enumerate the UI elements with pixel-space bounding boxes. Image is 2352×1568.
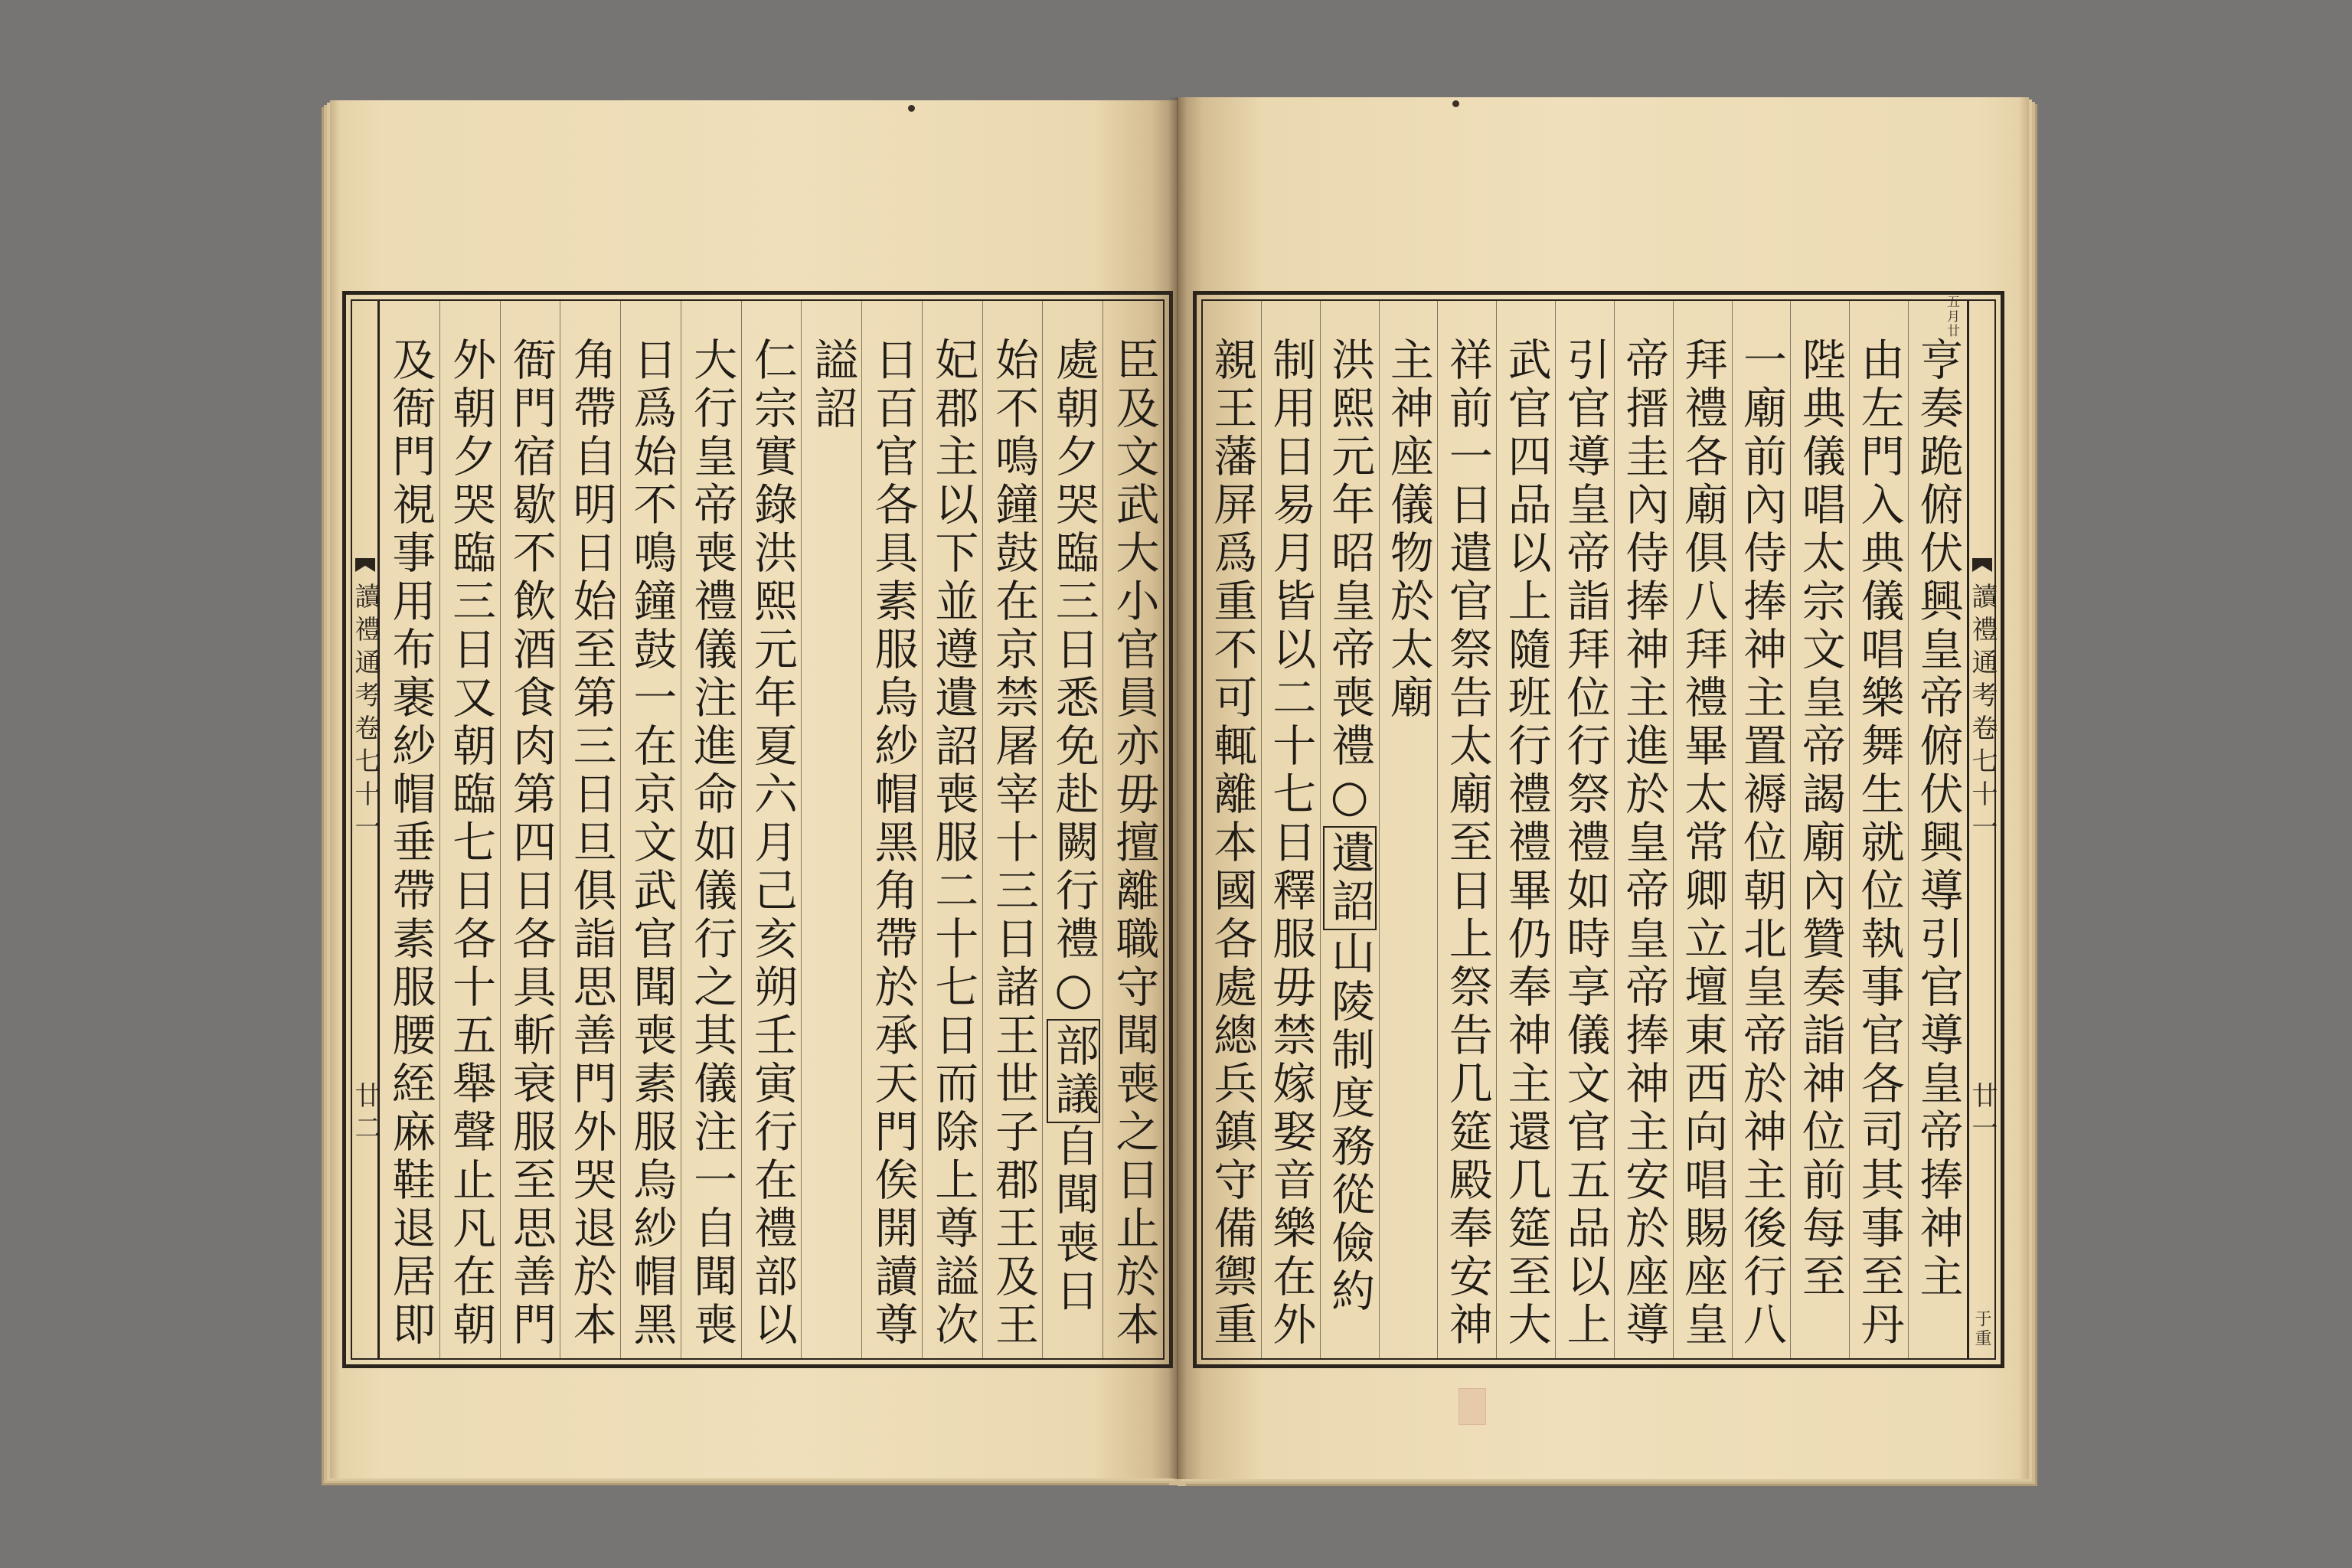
text-column <box>1102 301 1163 1358</box>
column-text: 陛典儀唱太宗文皇帝謁廟內贊奏詣神位前每至 <box>1795 337 1846 1302</box>
column-text: 角帶自明日始至第三日旦俱詣思善門外哭退於本 <box>566 337 617 1350</box>
text-column <box>439 301 500 1358</box>
column-text: 帝搢圭內侍捧神主進於皇帝皇帝捧神主安於座導 <box>1618 337 1669 1350</box>
text-column <box>861 301 922 1358</box>
text-column <box>1555 301 1614 1358</box>
text-column <box>741 301 802 1358</box>
faded-seal-stamp <box>1459 1388 1486 1425</box>
column-text: 妃郡主以下並遵遺詔喪服二十七日而除上尊謚次 <box>927 337 978 1350</box>
text-column <box>1203 301 1261 1358</box>
column-text: 日百官各具素服烏紗帽黑角帶於承天門俟開讀尊 <box>867 337 918 1350</box>
text-column <box>1908 301 1967 1358</box>
binding-hole <box>1452 100 1459 107</box>
column-text: 制用日易月皆以二十七日釋服毋禁嫁娶音樂在外 <box>1265 337 1316 1350</box>
boxed-term: 遺詔 <box>1323 826 1377 930</box>
column-text: 洪熙元年昭皇帝喪禮○ <box>1324 337 1375 826</box>
column-text: 日爲始不鳴鐘鼓一在京文武官聞喪素服烏紗帽黑 <box>626 337 677 1350</box>
text-column <box>500 301 560 1358</box>
column-text: 山陵制度務從儉約 <box>1324 930 1375 1316</box>
text-column <box>1673 301 1732 1358</box>
column-text: 亨奏跪俯伏興皇帝俯伏興導引官導皇帝捧神主 <box>1913 337 1963 1302</box>
right-page <box>1178 97 2029 1479</box>
carver-name: 于重 <box>1972 1310 1991 1348</box>
column-text: 拜禮各廟俱八拜禮畢太常卿立壇東西向唱賜座皇 <box>1677 337 1728 1350</box>
column-text: 祥前一日遣官祭告太廟至日上祭告几筵殿奉安神 <box>1442 337 1493 1350</box>
boxed-term: 部議 <box>1047 1019 1100 1123</box>
column-text: 自聞喪日 <box>1048 1123 1099 1316</box>
binding-hole <box>908 105 915 112</box>
column-text: 大行皇帝喪禮儀注進命如儀行之其儀注一自聞喪 <box>686 337 737 1350</box>
right-banxin <box>1967 301 1998 1358</box>
banxin-title: 讀禮通考卷七十一 <box>350 583 381 846</box>
text-column <box>681 301 741 1358</box>
left-page-columns <box>380 301 1163 1358</box>
leaf-number: 廿一 <box>1967 1082 1998 1146</box>
text-column <box>380 301 439 1358</box>
text-column <box>1379 301 1438 1358</box>
text-column <box>1614 301 1673 1358</box>
column-text: 外朝夕哭臨三日又朝臨七日各十五舉聲止凡在朝 <box>445 337 496 1350</box>
column-text: 主神座儀物於太廟 <box>1383 337 1434 723</box>
column-text: 謚詔 <box>807 337 858 433</box>
banxin-title: 讀禮通考卷七十一 <box>1967 583 1998 846</box>
book-spine-crease <box>1168 97 1187 1479</box>
left-page <box>330 100 1178 1478</box>
text-column <box>1790 301 1849 1358</box>
column-text: 及衙門視事用布裹紗帽垂帶素服腰絰麻鞋退居即 <box>384 337 436 1350</box>
column-text: 衙門宿歇不飲酒食肉第四日各具斬衰服至思善門 <box>505 337 557 1350</box>
text-column <box>922 301 982 1358</box>
leaf-number: 廿二 <box>350 1082 381 1146</box>
column-text: 一廟前內侍捧神主置褥位朝北皇帝於神主後行八 <box>1736 337 1787 1350</box>
fish-tail-mark <box>355 558 375 572</box>
column-text: 仁宗實錄洪熙元年夏六月己亥朔壬寅行在禮部以 <box>746 337 798 1350</box>
right-page-columns <box>1203 301 1967 1358</box>
text-column <box>1320 301 1379 1358</box>
column-text: 親王藩屏爲重不可輒離本國各處總兵鎮守備禦重 <box>1206 337 1257 1350</box>
right-text-block <box>1193 291 2004 1368</box>
left-banxin <box>352 301 380 1358</box>
column-text: 臣及文武大小官員亦毋擅離職守聞喪之日止於本 <box>1109 337 1159 1350</box>
column-text: 由左門入典儀唱樂舞生就位執事官各司其事至丹 <box>1854 337 1905 1350</box>
column-text: 引官導皇帝詣拜位行祭禮如時享儀文官五品以上 <box>1559 337 1610 1350</box>
text-column <box>1261 301 1320 1358</box>
text-column <box>1042 301 1102 1358</box>
column-text: 處朝夕哭臨三日悉免赴闕行禮○ <box>1048 337 1099 1019</box>
text-column <box>1849 301 1908 1358</box>
text-column <box>1732 301 1791 1358</box>
column-text: 武官四品以上隨班行禮禮畢仍奉神主還几筵至大 <box>1501 337 1552 1350</box>
text-column <box>1496 301 1555 1358</box>
fish-tail-mark <box>1972 558 1992 572</box>
text-column <box>620 301 681 1358</box>
text-column <box>1437 301 1496 1358</box>
text-column <box>801 301 861 1358</box>
text-column <box>560 301 620 1358</box>
handwritten-annotation: 五月廿 <box>1944 295 1959 338</box>
text-column <box>982 301 1043 1358</box>
left-text-block <box>342 291 1173 1368</box>
column-text: 始不鳴鐘鼓在京禁屠宰十三日諸王世子郡王及王 <box>988 337 1039 1350</box>
